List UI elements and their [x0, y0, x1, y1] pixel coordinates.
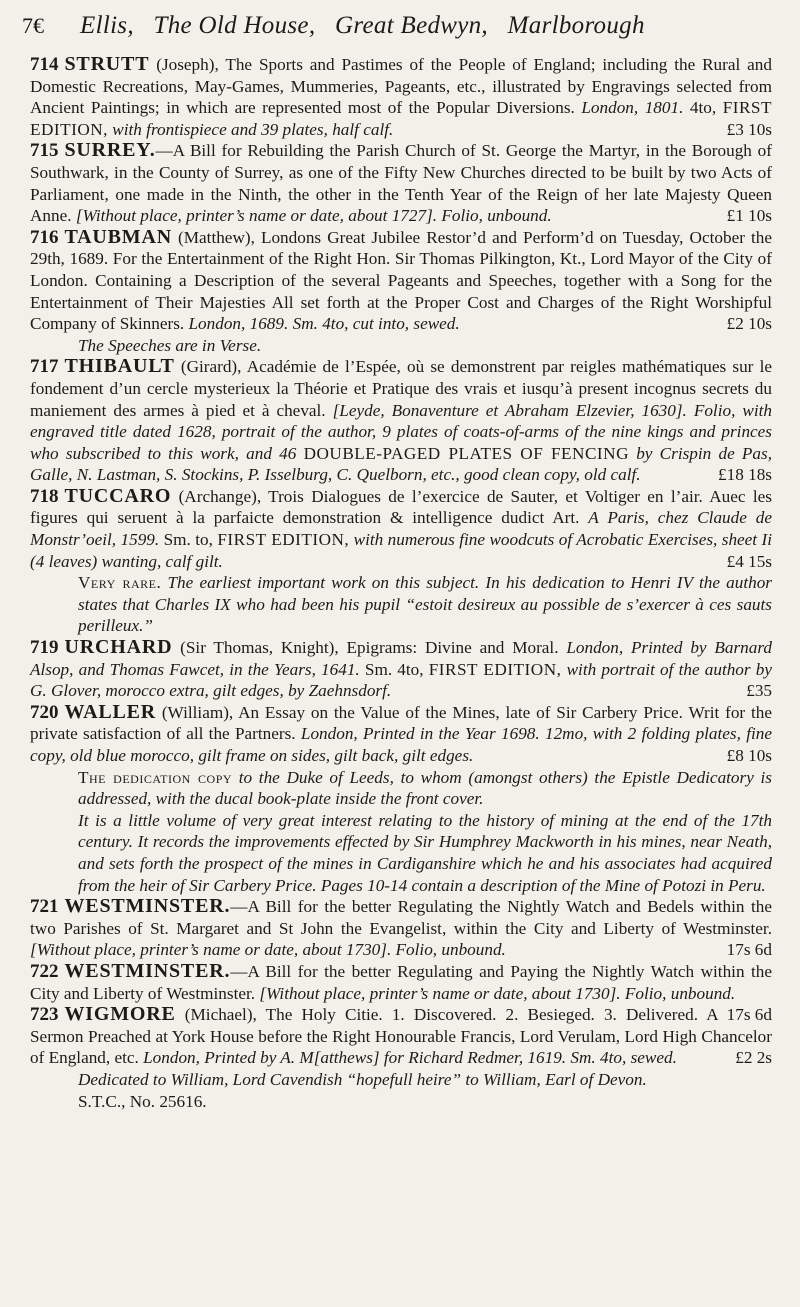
lot-number: 722 [30, 960, 59, 982]
entry-heading: THIBAULT [64, 355, 175, 378]
lot-price: £18 18s [718, 465, 772, 485]
entry-text: (Michael), The Holy Citie. 1. Discovered. 2. Besieged. 3. Delivered. A Sermon Preached at York House before the Right Honourable Francis, Lord Verulam, Lord High Chancelor of England, etc. [30, 1005, 772, 1068]
lot-number: 720 [30, 701, 59, 723]
catalogue-entry [22, 140, 772, 226]
entry-format: Folio, unbound. [391, 940, 506, 960]
lot-number: 717 [30, 356, 59, 378]
entry-description: by Crispin de Pas, Galle, N. Lastman, S. Stockins, P. Isselburg, C. Quelborn, etc., good clean copy, old calf. [30, 443, 773, 485]
entry-format: Folio, with engraved title dated 1628, portrait of the author, 9 plates of coats-of-arms of the nine kings and princes who subscribed to this work, and 46 [30, 400, 772, 463]
lot-price: £35 [746, 681, 772, 701]
page-header [22, 12, 772, 52]
entry-edition: FIRST EDITION, [217, 530, 350, 550]
lot-number: 719 [30, 637, 59, 659]
entry-note [22, 572, 772, 637]
entry-note: The Speeches are in Verse. [78, 335, 262, 355]
entry-heading: WALLER [64, 700, 156, 723]
running-head-place: Great Bedwyn, [335, 12, 488, 39]
entry-heading: STRUTT [64, 53, 150, 75]
entry-format: Sm. 4to, [359, 659, 429, 679]
entry-heading: WESTMINSTER. [64, 895, 231, 918]
note-text: Dedicated to William, Lord Cavendish “hopefull heire” to William, Earl of Devon. [78, 1069, 647, 1089]
entry-imprint: [Without place, printer’s name or date, about 1730]. [259, 983, 621, 1003]
entry-format: Sm. 4to, sewed. [566, 1048, 677, 1068]
catalogue-entry [22, 356, 772, 486]
lot-number: 714 [30, 54, 59, 75]
lot-price: £1 10s [726, 206, 772, 226]
lot-price: £8 10s [726, 746, 772, 765]
lot-number: 721 [30, 896, 59, 918]
entry-text: (Joseph), The Sports and Pastimes of the People of England; including the Rural and Domestic Recreations, May-Games, Mummeries, Pageants, etc., illustrated by Engravings selected from Ancient Paintings; in which are represented most of the Popular Diversions. [30, 55, 772, 118]
catalogue-entry [22, 637, 772, 702]
entry-description: with frontispiece and 39 plates, half calf. [107, 119, 394, 139]
entry-heading: TAUBMAN [64, 225, 172, 248]
entry-format: Sm. 4to, cut into, sewed. [288, 314, 460, 334]
lot-price: 17s 6d [726, 1005, 772, 1025]
entry-format: 4to, [683, 98, 723, 118]
entry-plates: DOUBLE-PAGED PLATES OF FENCING [303, 443, 629, 463]
note-text: to the Duke of Leeds, to whom (amongst others) the Epistle Dedicatory is addressed, with the ducal book-plate inside the front cover. [78, 767, 772, 809]
note-text: The earliest important work on this subject. In his dedication to Henri IV the author states that Charles IX who had been his pupil “estoit desireux au possible de s’exercer à ces sauts perilleux.” [78, 573, 772, 636]
entry-note [22, 1069, 772, 1112]
lot-number: 723 [30, 1004, 59, 1026]
entry-text: (Archange), Trois Dialogues de l’exercice de Sauter, et Voltiger en l’air. Auec les figures qui seruent à la parfaicte demonstration & intelligence dudict Art. [30, 486, 772, 528]
entry-text: (Girard), Académie de l’Espée, où se demonstrent par reigles mathématiques sur le fondement d’un cercle mysterieux la Théorie et Pratique des vrais et iusqu’à present incognus secrets du maniement des armes à pied et à cheval. [30, 357, 772, 420]
entry-text: —A Bill for the better Regulating the Nightly Watch and Bedels within the two Parishes of St. Margaret and St John the Evangelist, within the City and Liberty of Westminster. [30, 897, 772, 938]
entry-text: (Matthew), Londons Great Jubilee Restor’d and Perform’d on Tuesday, October the 29th, 1689. For the Entertainment of the Right Hon. Sir Thomas Pilkington, Kt., Lord Mayor of the City of London. Containing a Description of the several Pageants and Speeches, together with a Song for the Entertainment of Their Majesties All set forth at the Proper Cost and Charges of the Right Worshipful Company of Skinners. [30, 227, 772, 334]
catalogue-entry [22, 896, 772, 961]
running-head-author: Ellis, [80, 12, 134, 39]
entry-imprint: London, 1801. [581, 98, 684, 118]
note-stc: S.T.C., No. 25616. [78, 1091, 207, 1111]
entry-edition: FIRST EDITION, [30, 98, 772, 139]
entry-description: with portrait of the author by G. Glover, morocco extra, gilt edges, by Zaehnsdorf. [30, 659, 772, 701]
lot-number: 718 [30, 485, 59, 507]
entry-text: —A Bill for Rebuilding the Parish Church of St. George the Martyr, in the Borough of Southwark, in the County of Surrey, as one of the Fifty New Churches directed to be built by two Acts of Parliament, one made in the Ninth, the other in the Tenth Year of the Reign of her late Majesty Queen Anne. [30, 141, 772, 226]
page-number: 7€ [22, 13, 44, 38]
entry-text: —A Bill for the better Regulating and Paying the Nightly Watch within the City and Liberty of Westminster. [30, 961, 772, 1003]
lot-price: £4 15s [726, 551, 772, 571]
running-head-house: The Old House, [153, 12, 316, 39]
entry-imprint: London, Printed by A. M[atthews] for Richard Redmer, 1619. [143, 1048, 567, 1068]
running-head-town: Marlborough [507, 12, 645, 39]
lot-price: £3 10s [726, 119, 772, 139]
entry-imprint: [Leyde, Bonaventure et Abraham Elzevier, 1630]. [332, 400, 687, 420]
lot-price: 17s 6d [726, 940, 772, 960]
entry-description: with numerous fine woodcuts of Acrobatic Exercises, sheet Ii (4 leaves) wanting, calf gilt. [30, 530, 772, 571]
entry-format: Folio, unbound. [437, 206, 552, 226]
entry-text: (William), An Essay on the Value of the Mines, late of Sir Carbery Price. Writ for the private satisfaction of all the Partners. [30, 702, 772, 744]
entry-text: (Sir Thomas, Knight), Epigrams: Divine and Moral. [172, 638, 567, 658]
entry-format: 12mo, with 2 folding plates, fine copy, old blue morocco, gilt frame on sides, gilt back, gilt edges. [30, 724, 772, 765]
lot-number: 715 [30, 140, 59, 162]
note-rarity: Very rare. [78, 573, 162, 593]
catalogue-entry [22, 486, 772, 572]
lot-number: 716 [30, 226, 59, 248]
entry-heading: WIGMORE [64, 1003, 176, 1026]
lot-price: £2 2s [735, 1048, 772, 1068]
entry-imprint: [Without place, printer’s name or date, about 1730]. [30, 940, 392, 960]
running-head [80, 12, 645, 40]
entry-format: Sm. to, [159, 530, 218, 550]
entry-format: Folio, unbound. [620, 983, 736, 1003]
lot-price: £2 10s [726, 314, 772, 334]
catalogue-entries [22, 54, 772, 1112]
entry-heading: SURREY. [64, 139, 156, 162]
entry-imprint: [Without place, printer’s name or date, about 1727]. [75, 206, 438, 226]
entry-heading: URCHARD [64, 636, 173, 659]
catalogue-entry [22, 702, 772, 767]
catalogue-entry [22, 1004, 772, 1069]
entry-imprint: London, Printed by Barnard Alsop, and Thomas Fawcet, in the Years, 1641. [30, 638, 772, 679]
entry-heading: WESTMINSTER. [64, 959, 231, 982]
entry-imprint: London, Printed in the Year 1698. [300, 724, 540, 744]
entry-note [22, 767, 772, 810]
entry-imprint: London, 1689. [188, 314, 289, 334]
note-dedication: The dedication copy [78, 767, 233, 787]
entry-note: It is a little volume of very great interest relating to the history of mining at the end of the 17th century. It records the improvements effected by Sir Humphrey Mackworth in his mines, near Neath, and sets forth the prospect of the mines in Cardiganshire which he and his associates had acquired from the heir of Sir Carbery Price. Pages 10-14 contain a description of the Mine of Potozi in Peru. [78, 810, 772, 895]
entry-imprint: A Paris, chez Claude de Monstr’oeil, 1599. [30, 508, 772, 550]
entry-heading: TUCCARO [64, 484, 172, 507]
catalogue-entry [22, 54, 772, 140]
entry-edition: FIRST EDITION, [428, 659, 562, 679]
catalogue-entry [22, 227, 772, 335]
